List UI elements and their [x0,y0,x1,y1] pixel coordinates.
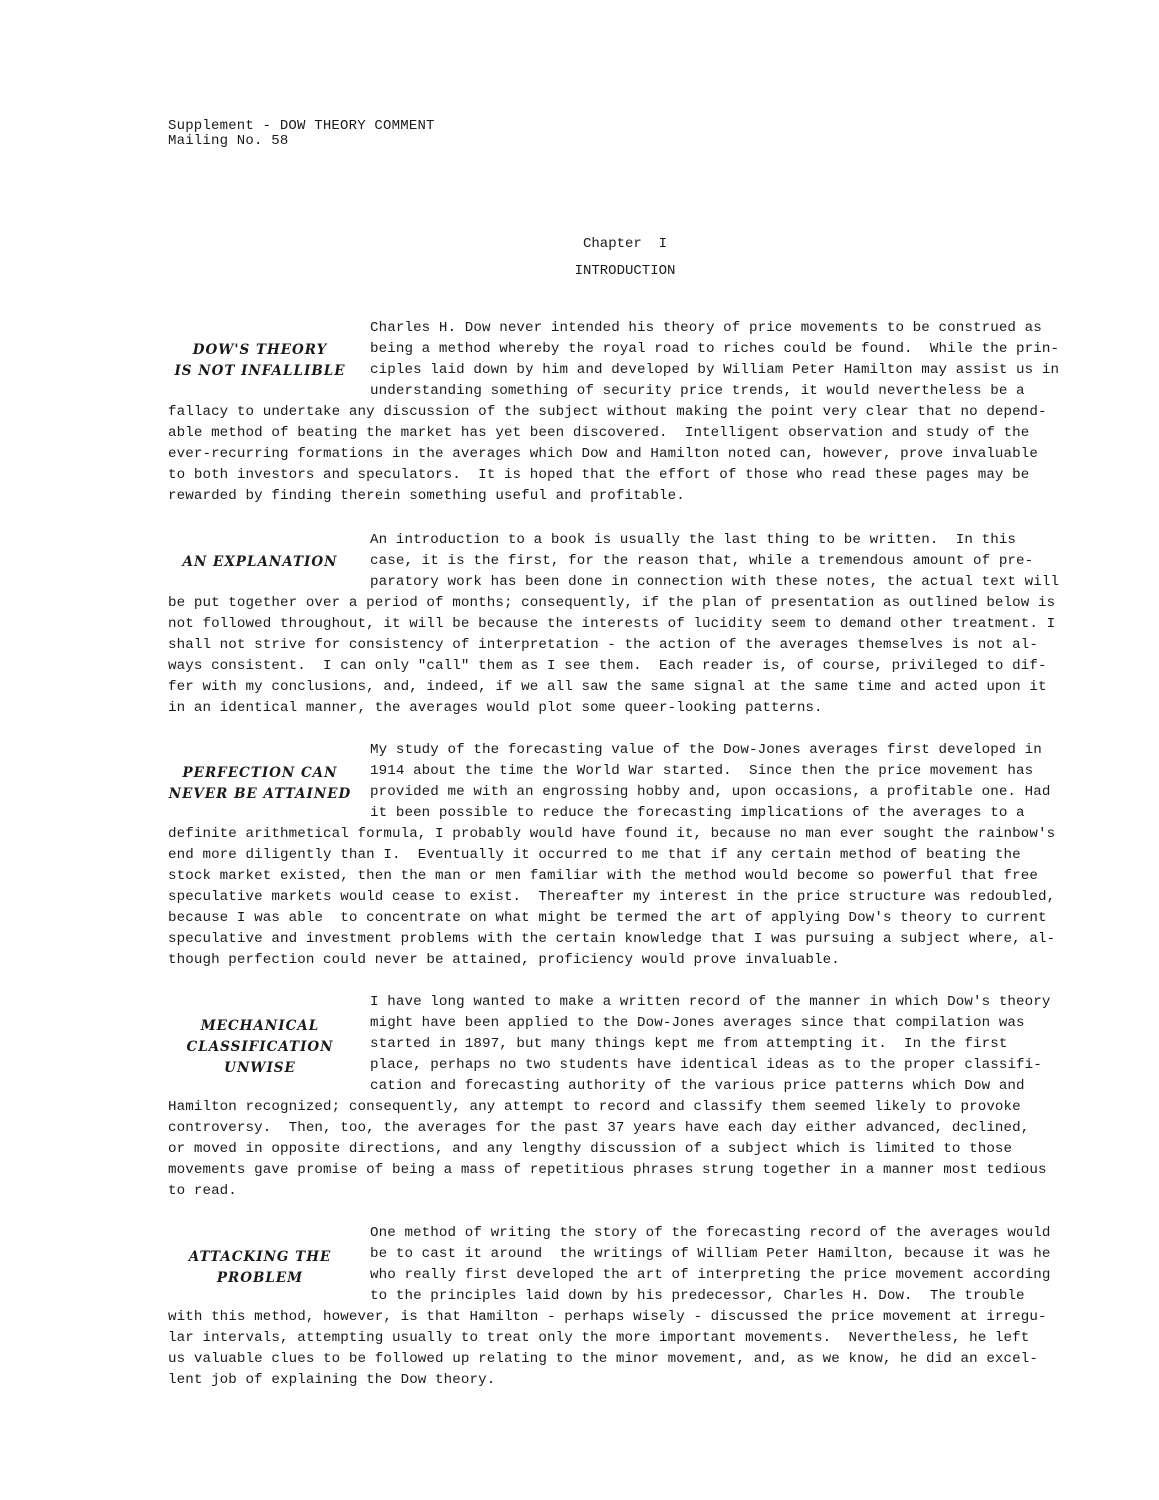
paragraph-line: to both investors and speculators. It is hoped that the effort of those who read these pages may be [168,467,1030,483]
paragraph-line: fer with my conclusions, and, indeed, if we all saw the same signal at the same time and acted upon it [168,679,1047,695]
paragraph-line: Hamilton recognized; consequently, any attempt to record and classify them seemed likely to provoke [168,1099,1021,1115]
chapter-title: INTRODUCTION [574,263,676,279]
paragraph-line: to read. [168,1183,237,1199]
side-heading [160,1016,360,1079]
paragraph-line: An introduction to a book is usually the last thing to be written. In this [370,532,1017,548]
paragraph-line: ever-recurring formations in the averages which Dow and Hamilton noted can, however, prove invaluable [168,446,1039,462]
paragraph-line: Charles H. Dow never intended his theory of price movements to be construed as [370,320,1042,336]
side-heading [160,340,360,382]
side-heading [160,552,360,573]
paragraph-line: understanding something of security price trends, it would nevertheless be a [370,383,1025,399]
side-heading-line: MECHANICAL [200,1018,320,1034]
paragraph-line: fallacy to undertake any discussion of the subject without making the point very clear that no depend- [168,404,1047,420]
paragraph-line: place, perhaps no two students have identical ideas as to the proper classifi- [370,1057,1042,1073]
paragraph-line: rewarded by finding therein something useful and profitable. [168,488,685,504]
paragraph-line: it been possible to reduce the forecasting implications of the averages to a [370,805,1025,821]
paragraph-line: shall not strive for consistency of interpretation - the action of the averages themselves is not al- [168,637,1039,653]
paragraph-line: speculative and investment problems with the certain knowledge that I was pursuing a subject where, al- [168,931,1056,947]
paragraph-line: speculative markets would cease to exist. Thereafter my interest in the price structure was redoubled, [168,889,1056,905]
paragraph-line: not followed throughout, it will be because the interests of lucidity seem to demand other treatment. I [168,616,1056,632]
paragraph-line: us valuable clues to be followed up relating to the minor movement, and, as we know, he did an excel- [168,1351,1039,1367]
paragraph-line: 1914 about the time the World War started. Since then the price movement has [370,763,1034,779]
side-heading-line: DOW'S THEORY [192,342,328,358]
paragraph-line: case, it is the first, for the reason that, while a tremendous amount of pre- [370,553,1034,569]
side-heading [160,763,360,805]
paragraph-line: lar intervals, attempting usually to treat only the more important movements. Nevertheless, he left [168,1330,1030,1346]
paragraph-line: My study of the forecasting value of the Dow-Jones averages first developed in [370,742,1042,758]
paragraph-line: though perfection could never be attained, proficiency would prove invaluable. [168,952,840,968]
paragraph-line: to the principles laid down by his predecessor, Charles H. Dow. The trouble [370,1288,1025,1304]
paragraph-line: who really first developed the art of interpreting the price movement according [370,1267,1051,1283]
paragraph-line: lent job of explaining the Dow theory. [168,1372,496,1388]
side-heading-line: ATTACKING THE [188,1249,332,1265]
paragraph-line: or moved in opposite directions, and any lengthy discussion of a subject which is limited to those [168,1141,1013,1157]
paragraph-line: movements gave promise of being a mass of repetitious phrases strung together in a manner most tedious [168,1162,1047,1178]
chapter-number: Chapter I [582,236,667,252]
paragraph-line: end more diligently than I. Eventually it occurred to me that if any certain method of beating the [168,847,1021,863]
header-supplement: Supplement - DOW THEORY COMMENT [168,118,435,134]
side-heading-line: AN EXPLANATION [182,554,338,570]
side-heading-line: PERFECTION CAN [182,765,338,781]
paragraph-line: paratory work has been done in connection with these notes, the actual text will [370,574,1060,590]
side-heading-line: NEVER BE ATTAINED [168,786,352,802]
paragraph-line: One method of writing the story of the forecasting record of the averages would [370,1225,1051,1241]
paragraph-line: with this method, however, is that Hamilton - perhaps wisely - discussed the price movement at irregu- [168,1309,1047,1325]
paragraph-line: ways consistent. I can only "call" them as I see them. Each reader is, of course, privileged to dif- [168,658,1047,674]
paragraph-line: cation and forecasting authority of the various price patterns which Dow and [370,1078,1025,1094]
paragraph-line: ciples laid down by him and developed by William Peter Hamilton may assist us in [370,362,1060,378]
paragraph-line: be put together over a period of months; consequently, if the plan of presentation as outlined below is [168,595,1056,611]
side-heading [160,1247,360,1289]
paragraph-line: able method of beating the market has yet been discovered. Intelligent observation and study of the [168,425,1030,441]
paragraph-line: stock market existed, then the man or men familiar with the method would become so powerful that free [168,868,1039,884]
paragraph-line: in an identical manner, the averages would plot some queer-looking patterns. [168,700,823,716]
side-heading-line: CLASSIFICATION [186,1039,334,1055]
paragraph-line: be to cast it around the writings of William Peter Hamilton, because it was he [370,1246,1051,1262]
paragraph-line: started in 1897, but many things kept me from attempting it. In the first [370,1036,1008,1052]
paragraph-line: provided me with an engrossing hobby and, upon occasions, a profitable one. Had [370,784,1051,800]
paragraph-line: because I was able to concentrate on what might be termed the art of applying Dow's theory to current [168,910,1047,926]
paragraph-line: definite arithmetical formula, I probably would have found it, because no man ever sought the rainbow's [168,826,1056,842]
side-heading-line: PROBLEM [216,1270,304,1286]
header-mailing-number: Mailing No. 58 [168,133,289,149]
paragraph-line: I have long wanted to make a written record of the manner in which Dow's theory [370,994,1051,1010]
paragraph-line: controversy. Then, too, the averages for the past 37 years have each day either advanced, declined, [168,1120,1030,1136]
paragraph-line: might have been applied to the Dow-Jones averages since that compilation was [370,1015,1025,1031]
side-heading-line: IS NOT INFALLIBLE [174,363,346,379]
side-heading-line: UNWISE [224,1060,296,1076]
paragraph-line: being a method whereby the royal road to riches could be found. While the prin- [370,341,1060,357]
